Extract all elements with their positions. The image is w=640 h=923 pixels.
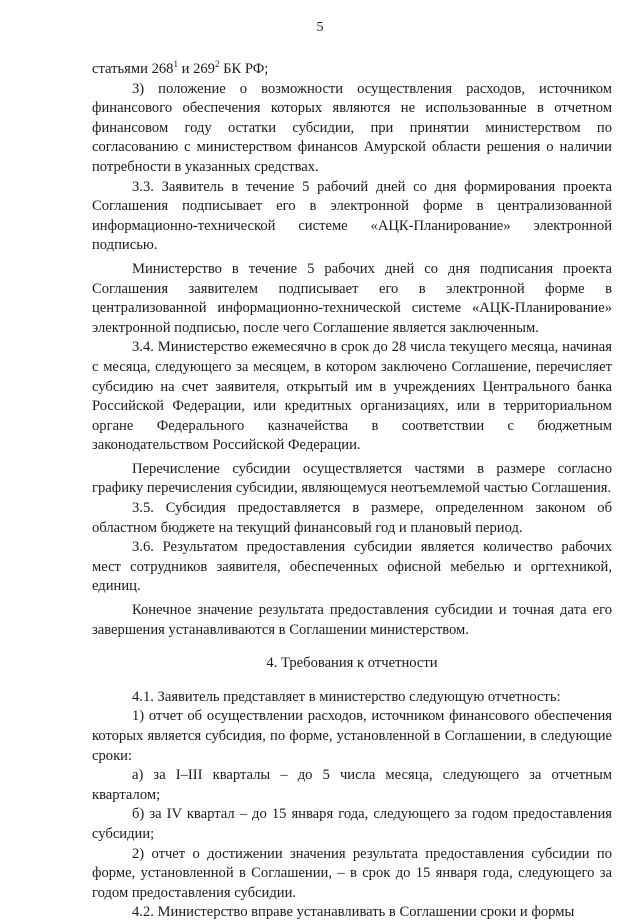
paragraph: Конечное значение результата предоставления субсидии и точная дата его завершения устанавливаются в Соглашении министерством. [92, 602, 612, 638]
paragraph: 1) отчет об осуществлении расходов, источником финансового обеспечения которых является субсидия, по форме, установленной в Соглашении, в следующие сроки: [92, 708, 612, 764]
paragraph: Перечисление субсидии осуществляется частями в размере согласно графику перечисления субсидии, являющемуся неотъемлемой частью Соглашения. [92, 460, 612, 497]
document-body [92, 60, 612, 923]
page-number: 5 [316, 20, 324, 35]
superscript: 2 [214, 59, 220, 69]
paragraph: 3.3. Заявитель в течение 5 рабочий дней со дня формирования проекта Соглашения подписывает его в электронной форме в централизованной информационно-технической системе «АЦК-Планирование» электронной подписью. [92, 178, 612, 254]
paragraph: 3.5. Субсидия предоставляется в размере, определенном законом об областном бюджете на текущий финансовый год и плановый период. [92, 500, 612, 536]
paragraph: а) за I–III кварталы – до 5 числа месяца, следующего за отчетным кварталом; [92, 767, 612, 803]
text-fragment: БК РФ; [219, 61, 269, 77]
paragraph: 4.2. Министерство вправе устанавливать в Соглашении сроки и формы [132, 904, 575, 921]
paragraph: Министерство в течение 5 рабочих дней со дня подписания проекта Соглашения заявителем подписывает его в электронной форме в централизованной информационно-технической системе «АЦК-Планирование» электронной подписью, после чего Соглашение является заключенным. [92, 260, 612, 336]
paragraph: 4.1. Заявитель представляет в министерство следующую отчетность: [132, 688, 561, 705]
continuation-line [92, 60, 612, 80]
paragraph: 2) отчет о достижении значения результата предоставления субсидии по форме, установленной в Соглашении, – в срок до 15 января года, следующего за годом предоставления субсидии. [92, 845, 612, 901]
text-fragment: и 269 [177, 61, 215, 77]
paragraph: б) за IV квартал – до 15 января года, следующего за годом предоставления субсидии; [92, 806, 612, 842]
text-fragment: статьями 268 [92, 61, 174, 77]
paragraph: 3.6. Результатом предоставления субсидии является количество рабочих мест сотрудников заявителя, обеспеченных офисной мебелью и оргтехникой, единиц. [92, 539, 612, 595]
superscript: 1 [173, 59, 178, 69]
paragraph: 3) положение о возможности осуществления расходов, источником финансового обеспечения которых являются не использованные в отчетном финансовом году остатки субсидии, при принятии министерством по согласованию с министерством финансов Амурской области решения о наличии потребности в указанных средствах. [92, 80, 612, 175]
paragraph: 3.4. Министерство ежемесячно в срок до 28 числа текущего месяца, начиная с месяца, следующего за месяцем, в котором заключено Соглашение, перечисляет субсидию на счет заявителя, открытый им в учреждениях Центрального банка Российской Федерации, или кредитных организациях, или в территориальном органе Федерального казначейства в соответствии с бюджетным законодательством Российской Федерации. [92, 339, 612, 454]
section-heading: 4. Требования к отчетности [266, 655, 438, 672]
